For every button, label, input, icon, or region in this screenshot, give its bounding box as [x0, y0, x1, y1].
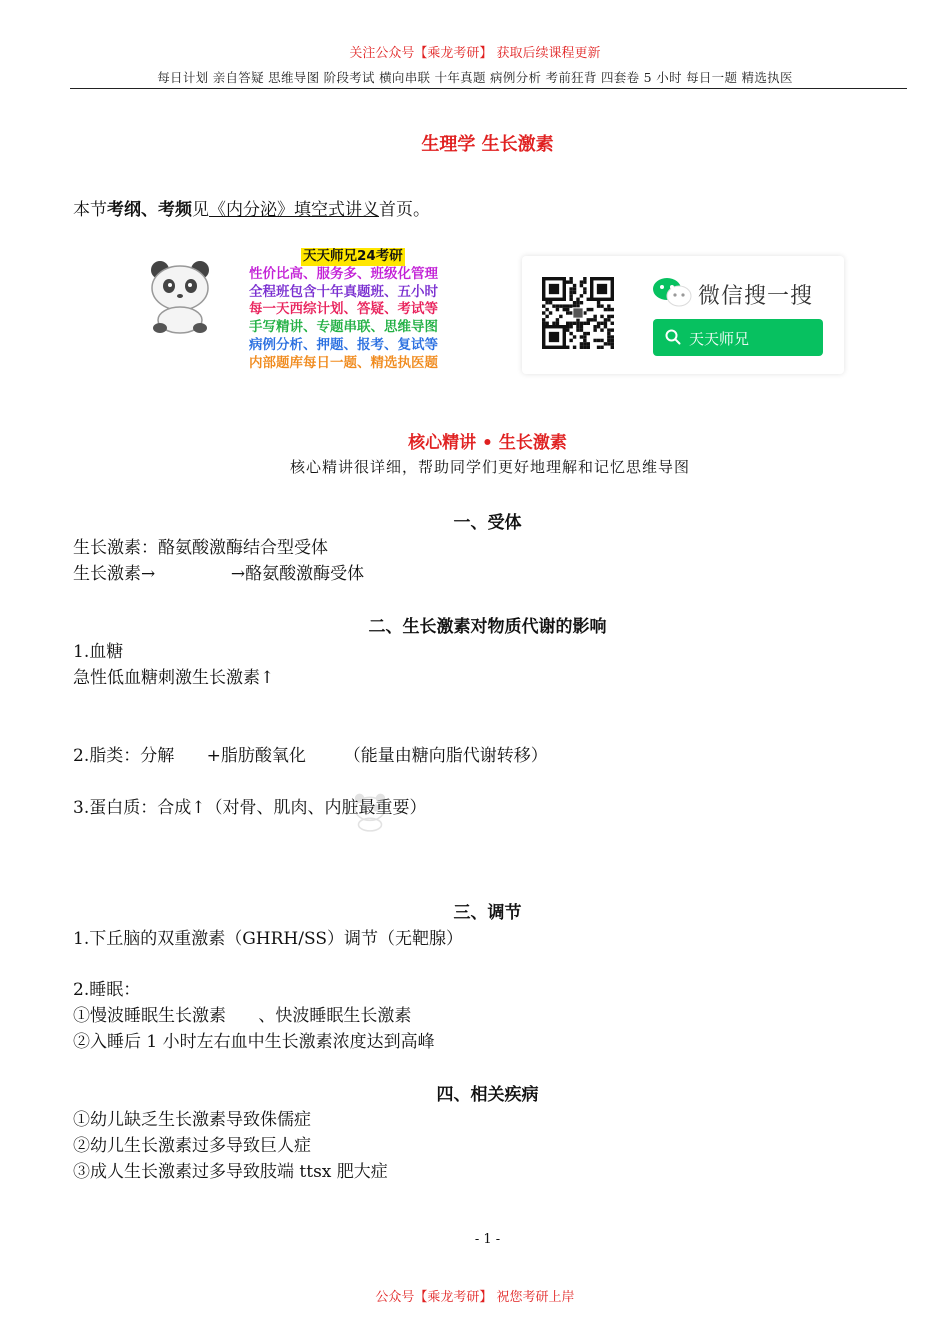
section-heading-metabolism: 二、生长激素对物质代谢的影响: [368, 617, 607, 637]
panda-watermark-icon: [348, 790, 392, 834]
intro-pre: 本节: [73, 200, 107, 220]
section-heading-disease: 四、相关疾病: [436, 1085, 539, 1105]
regulation-line-2: 2.睡眠：: [73, 980, 141, 1000]
wechat-search-text: 微信搜一搜: [698, 284, 814, 309]
search-icon: [665, 329, 681, 345]
promo-line: 性价比高、服务多、班级化管理: [249, 265, 438, 282]
metabolism-line-3: 2.脂类：分解 +脂肪酸氧化 （能量由糖向脂代谢转移）: [73, 746, 548, 766]
intro-mid: 见: [192, 200, 209, 220]
promo-badge: 天天师兄24考研: [303, 248, 403, 264]
intro-post: 首页。: [379, 200, 430, 220]
metabolism-line-4: 3.蛋白质：合成↑（对骨、肌肉、内脏最重要）: [73, 798, 427, 818]
panda-icon: [138, 258, 222, 334]
page-title: 生理学 生长激素: [421, 134, 554, 155]
page-number: - 1 -: [474, 1232, 501, 1247]
promo-line: 内部题库每日一题、精选执医题: [249, 354, 438, 371]
top-notice: 关注公众号【乘龙考研】 获取后续课程更新: [349, 46, 601, 61]
header-divider: [70, 88, 907, 89]
feature-list: 每日计划 亲自答疑 思维导图 阶段考试 横向串联 十年真题 病例分析 考前狂背 四套卷 5 小时 每日一题 精选执医: [157, 70, 793, 85]
intro-bold: 考纲、考频: [107, 200, 192, 220]
promo-text: [249, 248, 438, 373]
regulation-line-4: ②入睡后 1 小时左右血中生长激素浓度达到高峰: [73, 1032, 435, 1052]
promo-line: 手写精讲、专题串联、思维导图: [249, 319, 438, 336]
core-title: 核心精讲 • 生长激素: [408, 433, 567, 453]
receptor-line-2: 生长激素→ →酪氨酸激酶受体: [73, 564, 365, 584]
section-heading-regulation: 三、调节: [453, 903, 522, 923]
intro-paragraph: [73, 195, 430, 220]
metabolism-line-2: 急性低血糖刺激生长激素↑: [73, 668, 275, 688]
promo-line: 病例分析、押题、报考、复试等: [249, 336, 438, 353]
wechat-search-button-label: 天天师兄: [689, 330, 750, 348]
regulation-line-1: 1.下丘脑的双重激素（GHRH/SS）调节（无靶腺）: [73, 929, 463, 949]
receptor-line-1: 生长激素：酪氨酸激酶结合型受体: [73, 538, 328, 558]
metabolism-line-1: 1.血糖: [73, 642, 124, 662]
qr-code-icon[interactable]: [542, 277, 614, 349]
disease-line-2: ②幼儿生长激素过多导致巨人症: [73, 1136, 311, 1156]
wechat-icon: [652, 276, 692, 308]
section-heading-receptor: 一、受体: [453, 513, 522, 533]
promo-line: 每一天西综计划、答疑、考试等: [249, 301, 438, 318]
core-subtitle: 核心精讲很详细，帮助同学们更好地理解和记忆思维导图: [289, 458, 690, 476]
bottom-notice: 公众号【乘龙考研】 祝您考研上岸: [375, 1290, 575, 1305]
disease-line-1: ①幼儿缺乏生长激素导致侏儒症: [73, 1110, 311, 1130]
disease-line-3: ③成人生长激素过多导致肢端 ttsx 肥大症: [73, 1162, 388, 1182]
intro-link[interactable]: 《内分泌》填空式讲义: [209, 200, 379, 220]
promo-line: 全程班包含十年真题班、五小时: [249, 283, 438, 300]
regulation-line-3: ①慢波睡眠生长激素 、快波睡眠生长激素: [73, 1006, 412, 1026]
wechat-search-button[interactable]: [653, 319, 823, 356]
